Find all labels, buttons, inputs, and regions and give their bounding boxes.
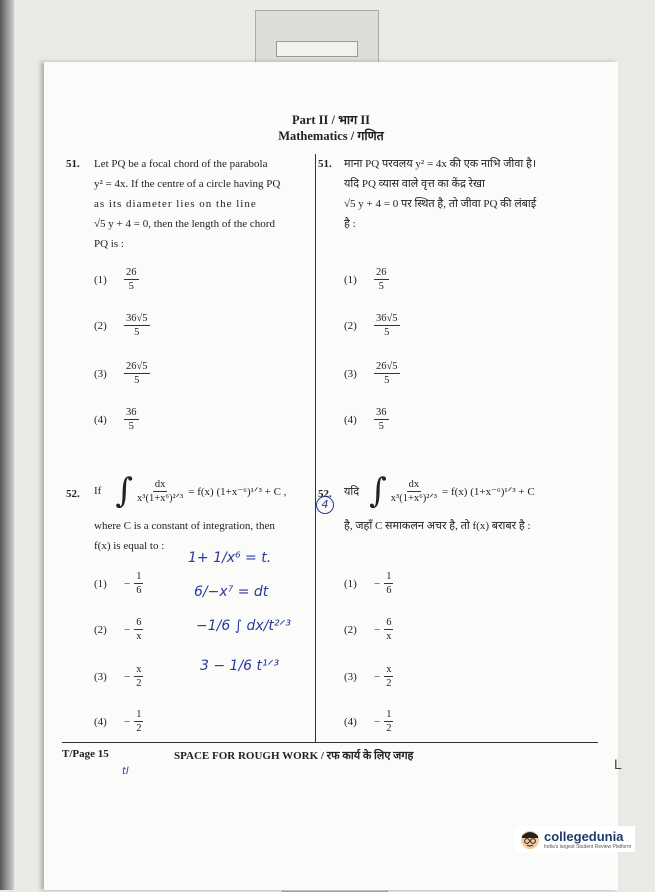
option-fraction (124, 266, 139, 293)
option-fraction (374, 312, 400, 339)
collegedunia-logo (515, 826, 635, 852)
column-divider (315, 154, 316, 742)
fraction-num: x (386, 664, 392, 675)
q52-number-en: 52. (66, 488, 80, 500)
option-label: (2) (94, 623, 107, 636)
logo-name: collegedunia (544, 828, 624, 844)
option-label: (4) (344, 715, 357, 728)
q51-option-2-hi (344, 312, 400, 339)
q52-option-3-en (94, 663, 143, 690)
fraction-den: 5 (378, 281, 384, 292)
option-fraction (124, 406, 139, 433)
q52-option-2-en (94, 616, 143, 643)
option-label: (2) (344, 623, 357, 636)
q51-option-3-en (94, 360, 150, 387)
q51-hi-line-2: यदि PQ व्यास वाले वृत्त का केंद्र रेखा (344, 178, 485, 190)
option-fraction (384, 616, 393, 643)
fraction-num: 36√5 (376, 313, 398, 324)
fraction-den: 5 (128, 421, 134, 432)
option-label: (4) (344, 413, 357, 426)
fraction-den: 2 (136, 678, 142, 689)
integrand-fraction (389, 478, 439, 505)
q51-en-line-1: Let PQ be a focal chord of the parabola (94, 158, 268, 170)
q51-option-4-hi (344, 406, 389, 433)
q51-en-line-2: y² = 4x. If the centre of a circle having PQ (94, 178, 281, 190)
fraction-den: 5 (384, 327, 390, 338)
fraction-num: 1 (386, 571, 392, 582)
option-label: (1) (94, 577, 107, 590)
integrand-fraction (135, 478, 185, 505)
option-label: (3) (344, 670, 357, 683)
option-label: (1) (344, 273, 357, 286)
fraction-num: x (136, 664, 142, 675)
q52-integral-hi (344, 471, 535, 511)
minus-sign: − (374, 715, 381, 728)
option-fraction (384, 708, 393, 735)
booklet-top-tab (255, 10, 379, 66)
option-fraction (124, 312, 150, 339)
handwritten-step-2: 6/−x⁷ = dt (194, 584, 269, 600)
option-label: (1) (94, 273, 107, 286)
q51-hi-line-1: माना PQ परवलय y² = 4x की एक नाभि जीवा है। (344, 158, 536, 170)
fraction-den: x (136, 631, 142, 642)
fraction-den: 2 (386, 678, 392, 689)
mascot-icon (519, 828, 541, 850)
handwritten-step-1: 1+ 1/x⁶ = t. (188, 550, 272, 566)
option-label: (1) (344, 577, 357, 590)
minus-sign: − (124, 623, 131, 636)
scan-edge (0, 0, 14, 890)
option-label: (4) (94, 413, 107, 426)
option-fraction (374, 406, 389, 433)
integrand-den: x³(1+x⁶)²ᐟ³ (390, 492, 438, 504)
integrand-num: dx (408, 478, 420, 490)
handwritten-answer-circle: 4 (316, 496, 334, 514)
q52-if-hi: यदि (344, 485, 360, 498)
option-fraction (134, 570, 143, 597)
option-label: (3) (344, 367, 357, 380)
integral-rhs: = f(x) (1+x⁻⁶)¹ᐟ³ + C , (188, 485, 287, 498)
footer-rule (62, 742, 598, 743)
fraction-num: 36√5 (126, 313, 148, 324)
corner-mark: L (614, 756, 622, 772)
q52-text-hi (344, 516, 594, 536)
logo-tagline: India's largest Student Review Platform (544, 843, 632, 850)
q52-option-1-en (94, 570, 143, 597)
q52-if-en: If (94, 485, 102, 497)
fraction-num: 6 (386, 617, 392, 628)
q51-hi-line-3: √5 y + 4 = 0 पर स्थित है, तो जीवा PQ की लंबाई (344, 198, 537, 210)
option-fraction (374, 266, 389, 293)
integral-sign: ∫ (369, 471, 387, 511)
option-label: (2) (344, 319, 357, 332)
integral-sign: ∫ (115, 471, 134, 511)
q51-number-en: 51. (66, 158, 80, 170)
q51-option-3-hi (344, 360, 400, 387)
q52-option-4-en (94, 708, 143, 735)
option-label: (2) (94, 319, 107, 332)
option-label: (3) (94, 670, 107, 683)
fraction-den: 5 (128, 281, 134, 292)
fraction-num: 1 (136, 571, 142, 582)
option-label: (4) (94, 715, 107, 728)
q51-option-4-en (94, 406, 139, 433)
fraction-num: 26 (126, 267, 137, 278)
rough-work-label: SPACE FOR ROUGH WORK / रफ कार्य के लिए जगह (174, 750, 414, 762)
integral-rhs: = f(x) (1+x⁻⁶)¹ᐟ³ + C (442, 485, 535, 498)
option-fraction (384, 570, 393, 597)
fraction-den: 6 (386, 585, 392, 596)
q51-number-hi: 51. (318, 158, 332, 170)
q51-option-2-en (94, 312, 150, 339)
option-fraction (134, 616, 143, 643)
fraction-num: 36 (376, 407, 387, 418)
q52-option-4-hi (344, 708, 393, 735)
option-label: (3) (94, 367, 107, 380)
fraction-den: 5 (378, 421, 384, 432)
q52-en-line-2: f(x) is equal to : (94, 540, 165, 552)
option-fraction (384, 663, 393, 690)
integrand-den: x³(1+x⁶)²ᐟ³ (137, 492, 184, 504)
q52-option-3-hi (344, 663, 393, 690)
q51-en-line-5: PQ is : (94, 238, 124, 250)
q51-option-1-en (94, 266, 139, 293)
integrand-num: dx (154, 478, 166, 490)
fraction-num: 26 (376, 267, 387, 278)
q51-hi-line-4: है : (344, 218, 356, 230)
q51-en-line-4: √5 y + 4 = 0, then the length of the chord (94, 218, 275, 230)
q51-option-1-hi (344, 266, 389, 293)
fraction-num: 1 (136, 709, 142, 720)
minus-sign: − (124, 715, 131, 728)
q52-hi-line-1: है, जहाँ C समाकलन अचर है, तो f(x) बराबर है : (344, 520, 531, 532)
q51-text-en (94, 154, 306, 254)
page-number: T/Page 15 (62, 748, 109, 760)
tab-slot (276, 41, 358, 57)
minus-sign: − (124, 670, 131, 683)
minus-sign: − (124, 577, 131, 590)
part-heading: Part II / भाग II (291, 113, 371, 127)
q52-option-2-hi (344, 616, 393, 643)
q52-option-1-hi (344, 570, 393, 597)
subject-heading: Mathematics / गणित (278, 129, 384, 143)
handwritten-step-4: 3 − 1/6 t¹ᐟ³ (200, 658, 280, 674)
fraction-den: 5 (134, 327, 140, 338)
fraction-den: 5 (384, 375, 390, 386)
option-fraction (374, 360, 400, 387)
q51-text-hi (344, 154, 584, 234)
option-fraction (124, 360, 150, 387)
q52-integral-en (94, 471, 287, 511)
fraction-num: 1 (386, 709, 392, 720)
fraction-den: 2 (386, 723, 392, 734)
fraction-num: 26√5 (126, 361, 148, 372)
fraction-num: 26√5 (376, 361, 398, 372)
minus-sign: − (374, 670, 381, 683)
fraction-den: 5 (134, 375, 140, 386)
fraction-den: 6 (136, 585, 142, 596)
fraction-num: 36 (126, 407, 137, 418)
q52-number-hi: 52. (318, 488, 332, 500)
option-fraction (134, 708, 143, 735)
minus-sign: − (374, 623, 381, 636)
fraction-num: 6 (136, 617, 142, 628)
minus-sign: − (374, 577, 381, 590)
q51-en-line-3: as its diameter lies on the line (94, 198, 257, 210)
q52-en-line-1: where C is a constant of integration, then (94, 520, 275, 532)
fraction-den: x (386, 631, 392, 642)
handwritten-margin-note: tl (122, 766, 129, 777)
exam-page (44, 62, 618, 890)
fraction-den: 2 (136, 723, 142, 734)
option-fraction (134, 663, 143, 690)
handwritten-step-3: −1/6 ∫ dx/t²ᐟ³ (196, 618, 291, 634)
